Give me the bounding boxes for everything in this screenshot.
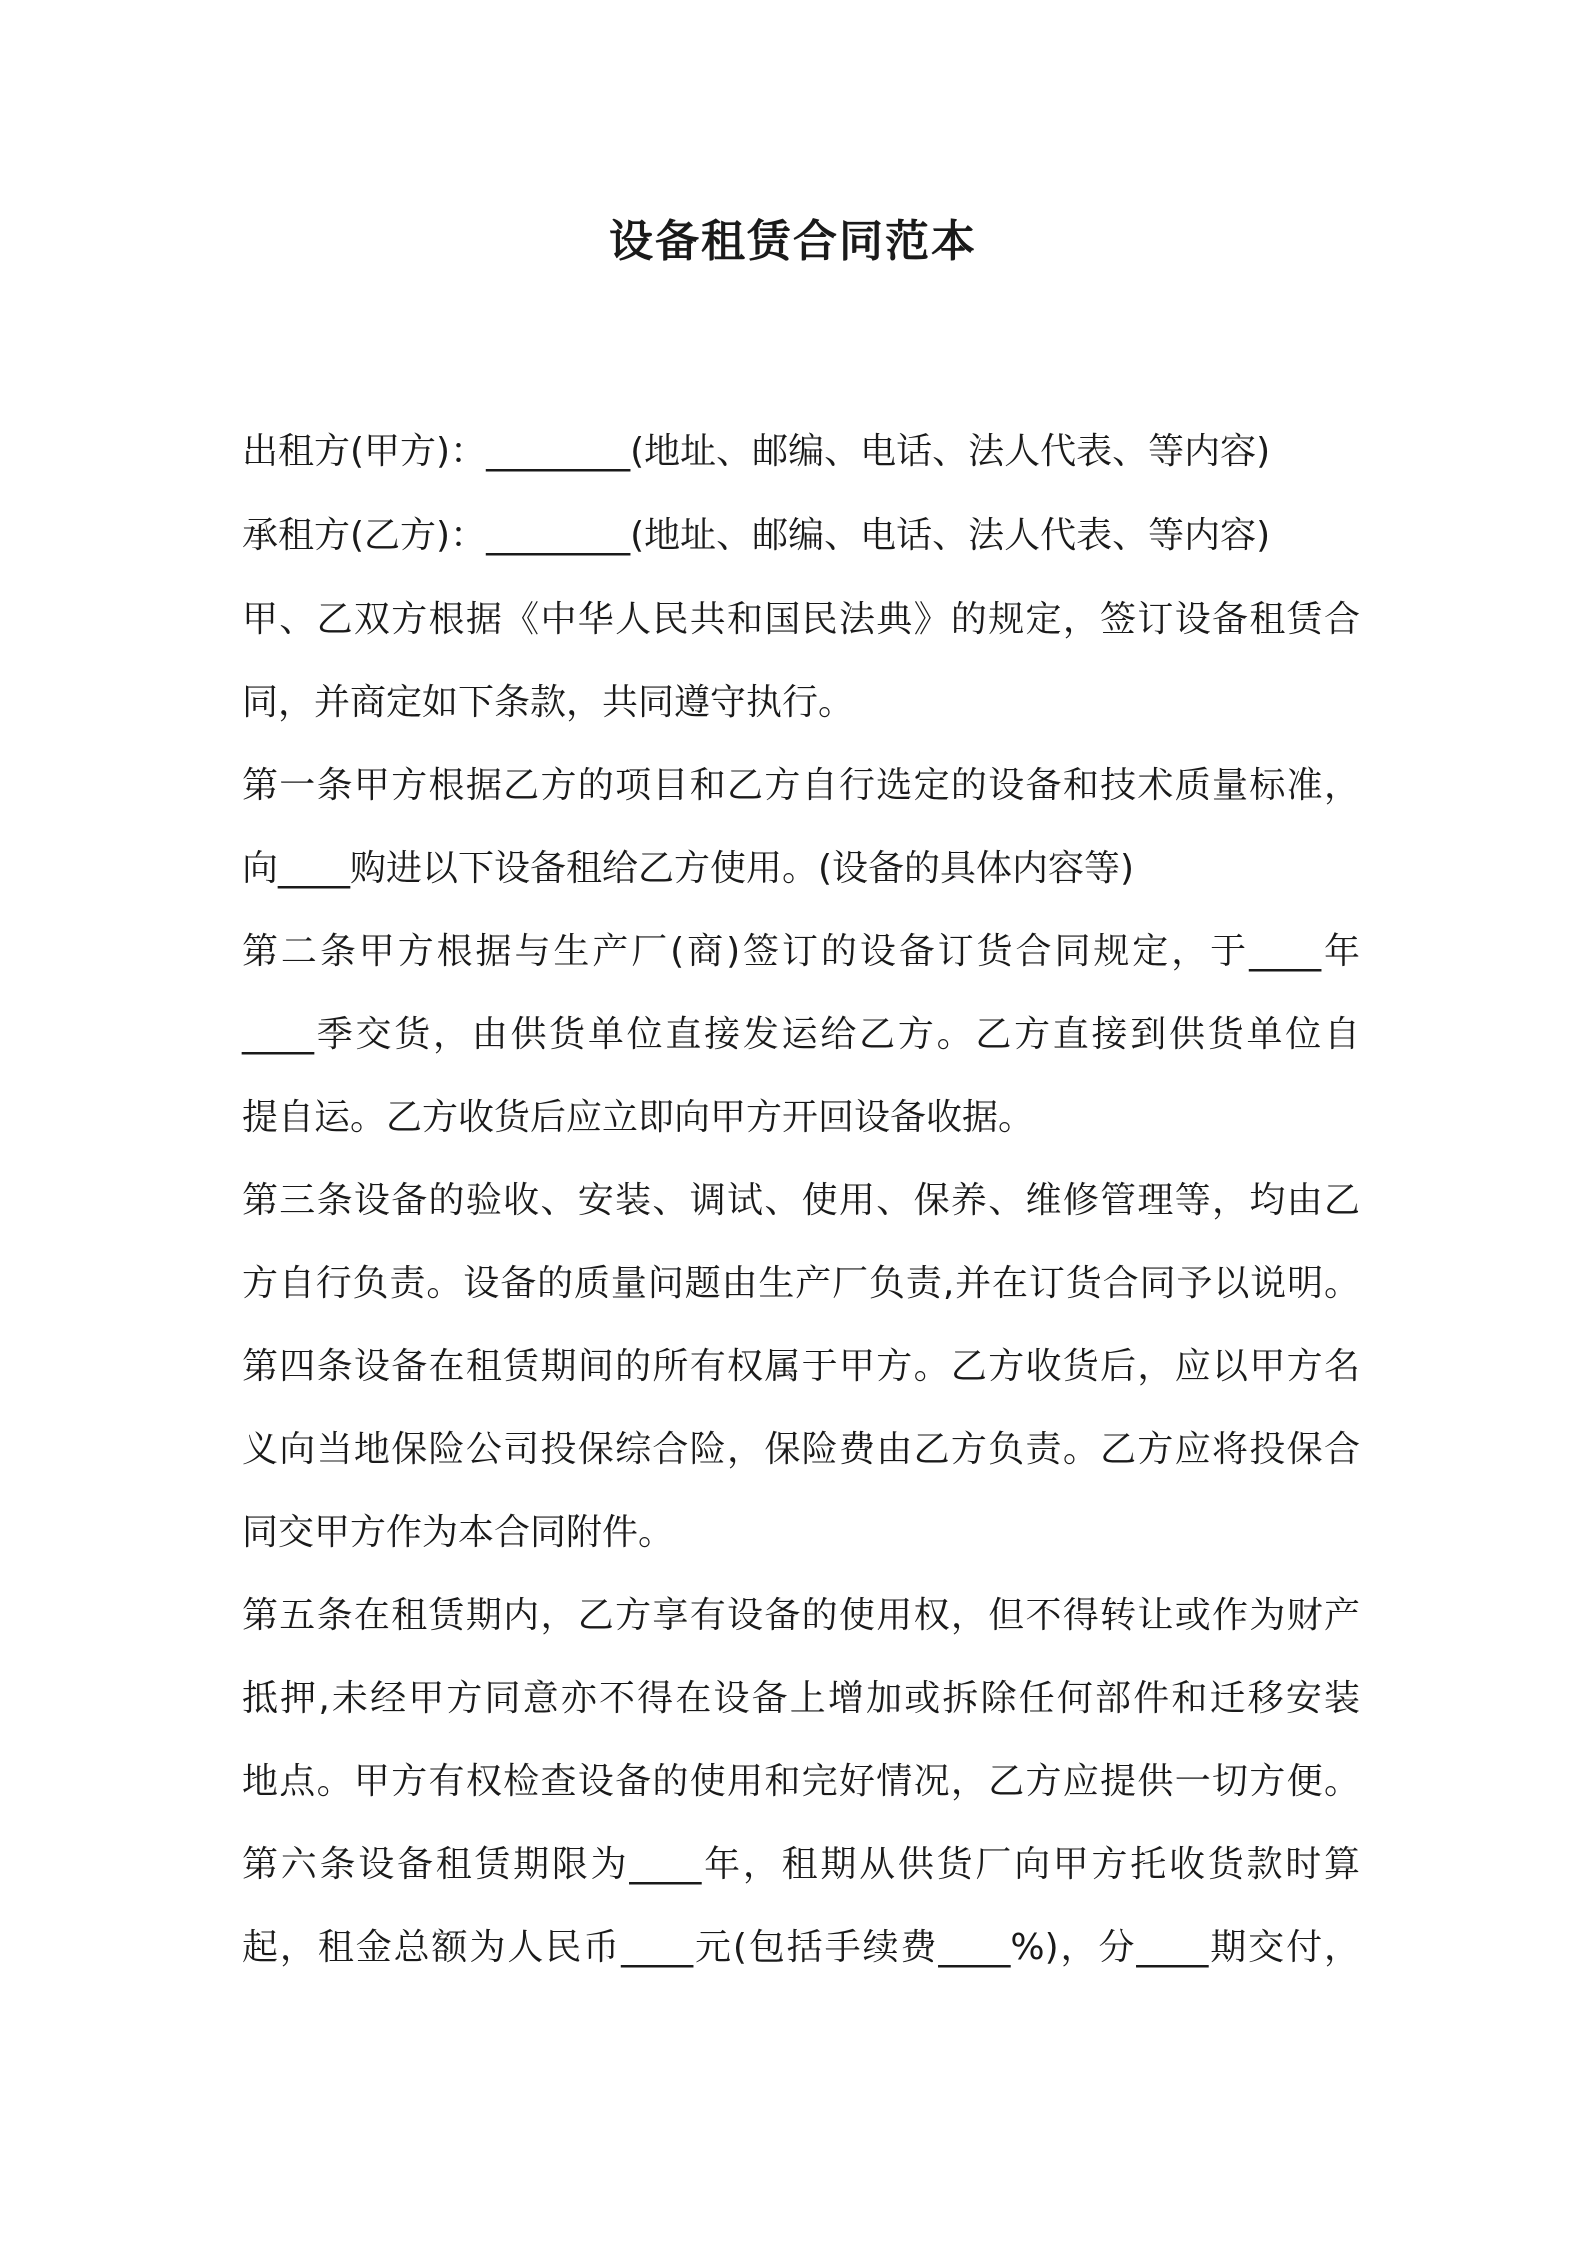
document-body	[242, 410, 1360, 1989]
article-4-line: 义向当地保险公司投保综合险，保险费由乙方负责。乙方应将投保合	[242, 1429, 1360, 1470]
lessee-line: 承租方(乙方)：________(地址、邮编、电话、法人代表、等内容)	[242, 515, 1271, 556]
article-1-line: 第一条甲方根据乙方的项目和乙方自行选定的设备和技术质量标准，	[242, 765, 1360, 806]
lessor-line: 出租方(甲方)：________(地址、邮编、电话、法人代表、等内容)	[242, 431, 1271, 472]
preamble-line: 甲、乙双方根据《中华人民共和国民法典》的规定，签订设备租赁合	[242, 599, 1360, 640]
article-3-line: 方自行负责。设备的质量问题由生产厂负责,并在订货合同予以说明。	[242, 1263, 1360, 1304]
article-6-line: 起，租金总额为人民币____元(包括手续费____%)，分____期交付，	[242, 1927, 1360, 1968]
article-1-line: 向____购进以下设备租给乙方使用。(设备的具体内容等)	[242, 848, 1135, 889]
document-title: 设备租赁合同范本	[609, 216, 977, 267]
article-4-line: 第四条设备在租赁期间的所有权属于甲方。乙方收货后，应以甲方名	[242, 1346, 1360, 1387]
article-5-line: 第五条在租赁期内，乙方享有设备的使用权，但不得转让或作为财产	[242, 1595, 1360, 1636]
article-3-line: 第三条设备的验收、安装、调试、使用、保养、维修管理等，均由乙	[242, 1180, 1360, 1221]
article-2-line: 提自运。乙方收货后应立即向甲方开回设备收据。	[242, 1097, 1035, 1138]
article-5-line: 地点。甲方有权检查设备的使用和完好情况，乙方应提供一切方便。	[242, 1761, 1360, 1802]
article-4-line: 同交甲方作为本合同附件。	[242, 1512, 675, 1553]
article-2-line: ____季交货，由供货单位直接发运给乙方。乙方直接到供货单位自	[242, 1014, 1360, 1055]
article-2-line: 第二条甲方根据与生产厂(商)签订的设备订货合同规定，于____年	[242, 931, 1360, 972]
preamble-line: 同，并商定如下条款，共同遵守执行。	[242, 682, 855, 723]
article-6-line: 第六条设备租赁期限为____年，租期从供货厂向甲方托收货款时算	[242, 1844, 1360, 1885]
article-5-line: 抵押,未经甲方同意亦不得在设备上增加或拆除任何部件和迁移安装	[242, 1678, 1360, 1719]
